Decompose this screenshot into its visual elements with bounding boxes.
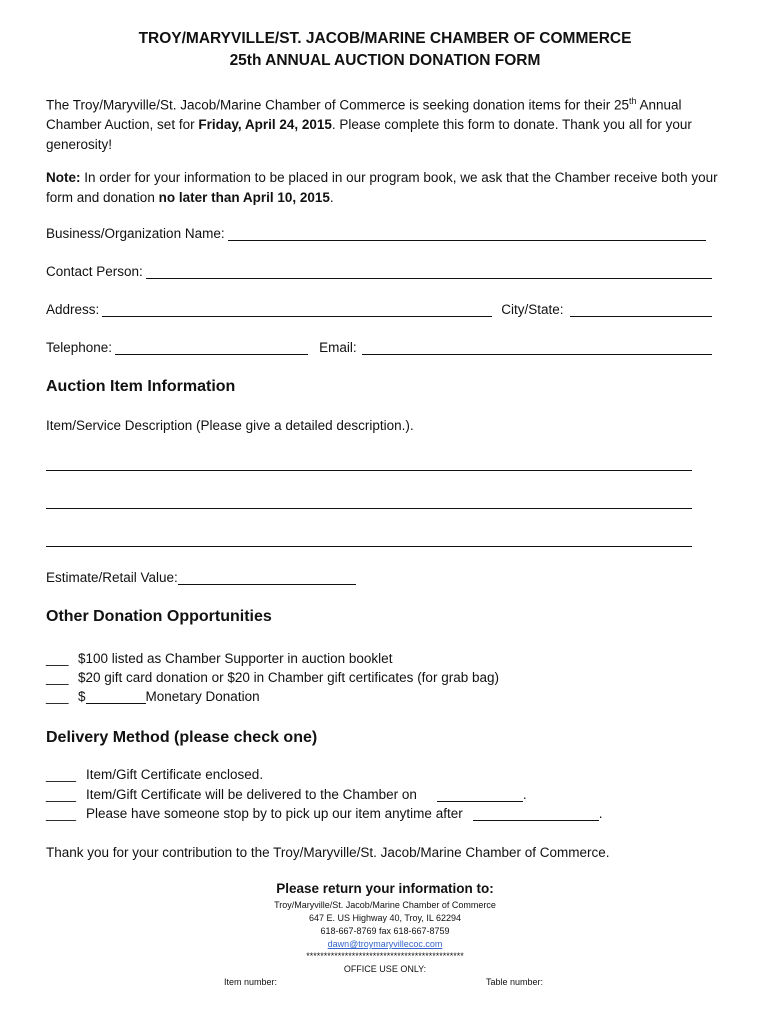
option-checkline[interactable]: ___ [46,689,69,704]
note-text: In order for your information to be placed in our program book, we ask that the Chamber receive both your form and donation [46,170,718,205]
monetary-amount-line[interactable] [86,690,146,704]
auction-heading: Auction Item Information [46,378,236,395]
return-heading: Please return your information to: [276,881,494,896]
phone-email-row [46,340,712,355]
contact-label: Contact Person: [46,264,143,279]
option-suffix: Monetary Donation [145,689,260,704]
option-label: $20 gift card donation or $20 in Chamber gift certificates (for grab bag) [78,670,499,685]
telephone-input-line[interactable] [115,340,308,355]
estimate-row [46,570,356,585]
option-checkline[interactable]: ____ [46,787,77,802]
estimate-input-line[interactable] [178,570,356,585]
form-title: 25th ANNUAL AUCTION DONATION FORM [229,52,541,69]
other-donation-heading: Other Donation Opportunities [46,608,272,625]
delivery-option-1[interactable] [46,767,263,782]
option-end: . [522,787,527,802]
description-line-2[interactable] [46,508,692,509]
business-input-line[interactable] [228,226,706,241]
note-end: . [329,189,334,205]
auction-date: Friday, April 24, 2015 [198,117,332,132]
stars-divider: ********************************************* [306,951,464,961]
contact-field-row [46,264,712,279]
intro-text-3: . Please complete this form to donate. Thank you all for your generosity! [46,117,692,152]
delivery-heading: Delivery Method (please check one) [46,729,318,746]
email-label: Email: [319,340,357,355]
business-field-row [46,226,706,241]
intro-text-1: The Troy/Maryville/St. Jacob/Marine Chamber of Commerce is seeking donation items for their 25 [46,97,629,113]
form-title-org: TROY/MARYVILLE/ST. JACOB/MARINE CHAMBER OF COMMERCE [138,30,632,47]
donation-option-1[interactable] [46,651,392,666]
pickup-date-line[interactable] [473,807,599,821]
business-label: Business/Organization Name: [46,226,225,241]
return-address: 647 E. US Highway 40, Troy, IL 62294 [308,913,462,923]
note-label: Note: [46,170,81,185]
note-deadline: no later than April 10, 2015 [158,189,330,205]
email-input-line[interactable] [362,340,712,355]
delivery-option-3[interactable] [46,806,602,821]
donation-option-2[interactable] [46,670,499,685]
option-label: Item/Gift Certificate will be delivered to the Chamber on [86,787,417,802]
note-paragraph [46,168,736,207]
option-checkline[interactable]: ___ [46,651,69,666]
description-label: Item/Service Description (Please give a detailed description.). [46,418,414,433]
option-label: Item/Gift Certificate enclosed. [86,767,264,782]
option-label: $ [78,689,86,704]
city-state-label: City/State: [501,302,564,317]
description-line-3[interactable] [46,546,692,547]
option-label: $100 listed as Chamber Supporter in auction booklet [78,651,393,666]
description-line-1[interactable] [46,470,692,471]
return-email-link[interactable]: dawn@troymaryvillecoc.com [327,939,443,949]
intro-paragraph [46,92,736,154]
office-use-label: OFFICE USE ONLY: [343,964,427,974]
donation-option-3[interactable] [46,689,260,704]
option-checkline[interactable]: ____ [46,806,77,821]
intro-text-2: Annual Chamber Auction, set for [46,97,682,132]
return-phone: 618-667-8769 fax 618-667-8759 [320,926,450,936]
table-number-label: Table number: [486,977,544,987]
address-input-line[interactable] [102,302,492,317]
intro-sup: th [629,96,637,106]
option-end: . [598,806,603,821]
item-number-label: Item number: [224,977,278,987]
option-checkline[interactable]: ____ [46,767,77,782]
address-field-row [46,302,712,317]
contact-input-line[interactable] [146,264,712,279]
option-label: Please have someone stop by to pick up our item anytime after [86,806,463,821]
delivery-option-2[interactable] [46,787,527,802]
delivery-date-line[interactable] [437,788,523,802]
address-label: Address: [46,302,100,317]
telephone-label: Telephone: [46,340,113,355]
estimate-label: Estimate/Retail Value: [46,570,178,585]
option-checkline[interactable]: ___ [46,670,69,685]
return-email-row [0,939,770,949]
city-state-input-line[interactable] [570,302,712,317]
return-org: Troy/Maryville/St. Jacob/Marine Chamber of Commerce [274,900,496,910]
thank-you-text: Thank you for your contribution to the Troy/Maryville/St. Jacob/Marine Chamber of Commerce. [46,845,610,860]
